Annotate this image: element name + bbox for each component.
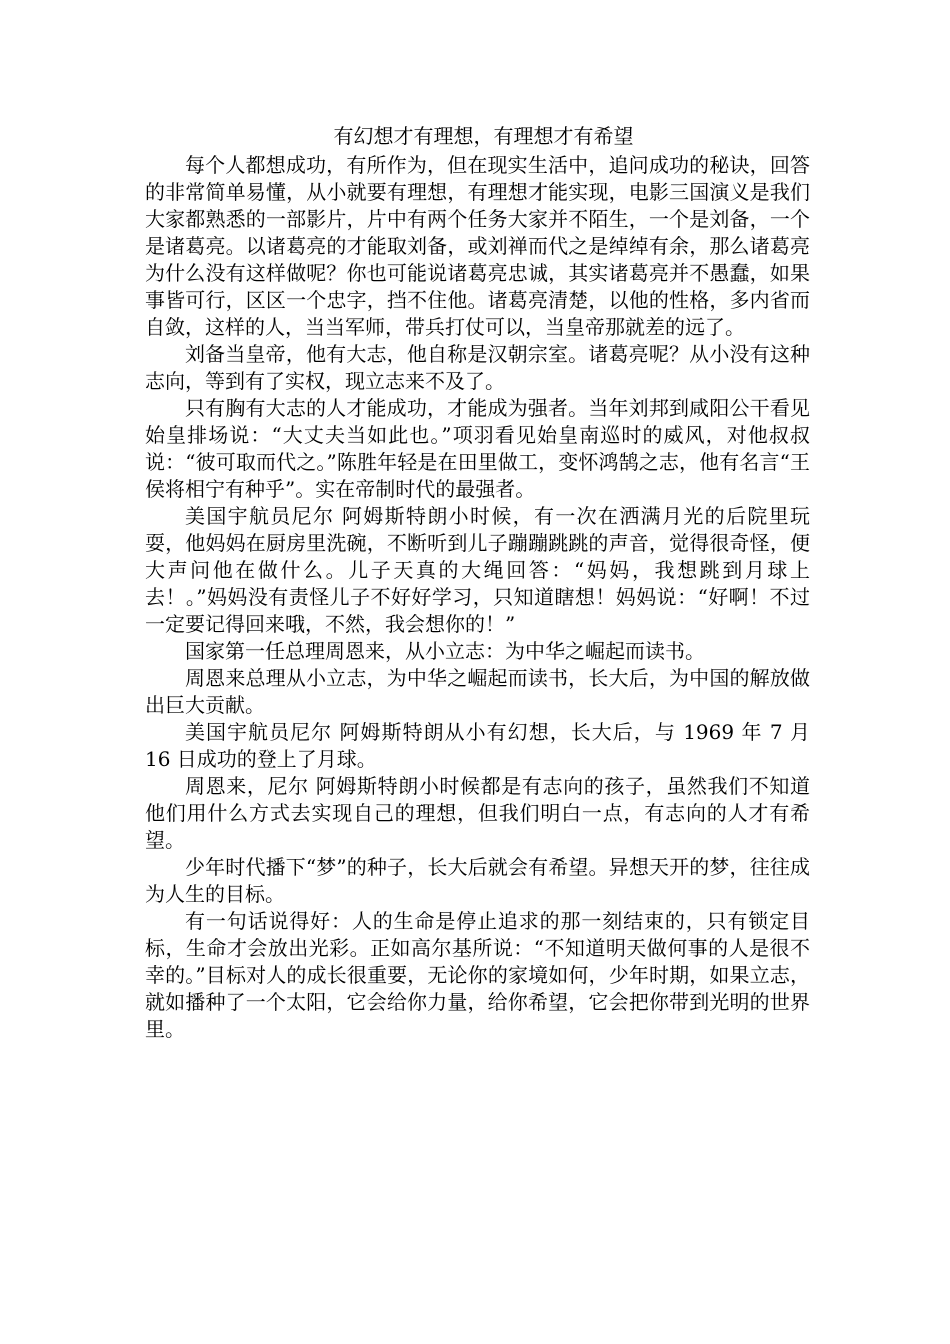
paragraph-4: 美国宇航员尼尔 阿姆斯特朗小时候，有一次在洒满月光的后院里玩耍，他妈妈在厨房里洗碗，不断听到儿子蹦蹦跳跳的声音，觉得很奇怪，便大声问他在做什么。儿子天真的大绳回答：“妈妈，我想跳到月球上去！。”妈妈没有责怪儿子不好好学习，只知道瞎想！妈妈说：“好啊！不过一定要记得回来哦，不然，我会想你的！”: [145, 504, 810, 636]
paragraph-2: 刘备当皇帝，他有大志，他自称是汉朝宗室。诸葛亮呢？从小没有这种志向，等到有了实权，现立志来不及了。: [145, 342, 810, 393]
document-page: [145, 120, 810, 1043]
paragraph-10: 有一句话说得好：人的生命是停止追求的那一刻结束的，只有锁定目标，生命才会放出光彩。正如高尔基所说：“不知道明天做何事的人是很不幸的。”目标对人的成长很重要，无论你的家境如何，少年时期，如果立志，就如播种了一个太阳，它会给你力量，给你希望，它会把你带到光明的世界里。: [145, 909, 810, 1041]
paragraph-7: 美国宇航员尼尔 阿姆斯特朗从小有幻想，长大后，与 1969 年 7 月 16 日成功的登上了月球。: [145, 720, 810, 771]
paragraph-9: 少年时代播下“梦”的种子，长大后就会有希望。异想天开的梦，往往成为人生的目标。: [145, 855, 810, 906]
document-title: 有幻想才有理想，有理想才有希望: [333, 124, 634, 148]
paragraph-5: 国家第一任总理周恩来，从小立志：为中华之崛起而读书。: [185, 639, 705, 663]
paragraph-8: 周恩来，尼尔 阿姆斯特朗小时候都是有志向的孩子，虽然我们不知道他们用什么方式去实现自己的理想，但我们明白一点，有志向的人才有希望。: [145, 774, 810, 852]
paragraph-1: 每个人都想成功，有所作为，但在现实生活中，追问成功的秘诀，回答的非常简单易懂，从小就要有理想，有理想才能实现，电影三国演义是我们大家都熟悉的一部影片，片中有两个任务大家并不陌生，一个是刘备，一个是诸葛亮。以诸葛亮的才能取刘备，或刘禅而代之是绰绰有余，那么诸葛亮为什么没有这样做呢？你也可能说诸葛亮忠诚，其实诸葛亮并不愚蠢，如果事皆可行，区区一个忠字，挡不住他。诸葛亮清楚，以他的性格，多内省而自敛，这样的人，当当军师，带兵打仗可以，当皇帝那就差的远了。: [145, 153, 810, 339]
paragraph-6: 周恩来总理从小立志，为中华之崛起而读书，长大后，为中国的解放做出巨大贡献。: [145, 666, 810, 717]
paragraph-3: 只有胸有大志的人才能成功，才能成为强者。当年刘邦到咸阳公干看见始皇排场说：“大丈夫当如此也。”项羽看见始皇南巡时的威风，对他叔叔说：“彼可取而代之。”陈胜年轻是在田里做工，变怀鸿鹄之志，他有名言“王侯将相宁有种乎”。实在帝制时代的最强者。: [145, 396, 810, 501]
